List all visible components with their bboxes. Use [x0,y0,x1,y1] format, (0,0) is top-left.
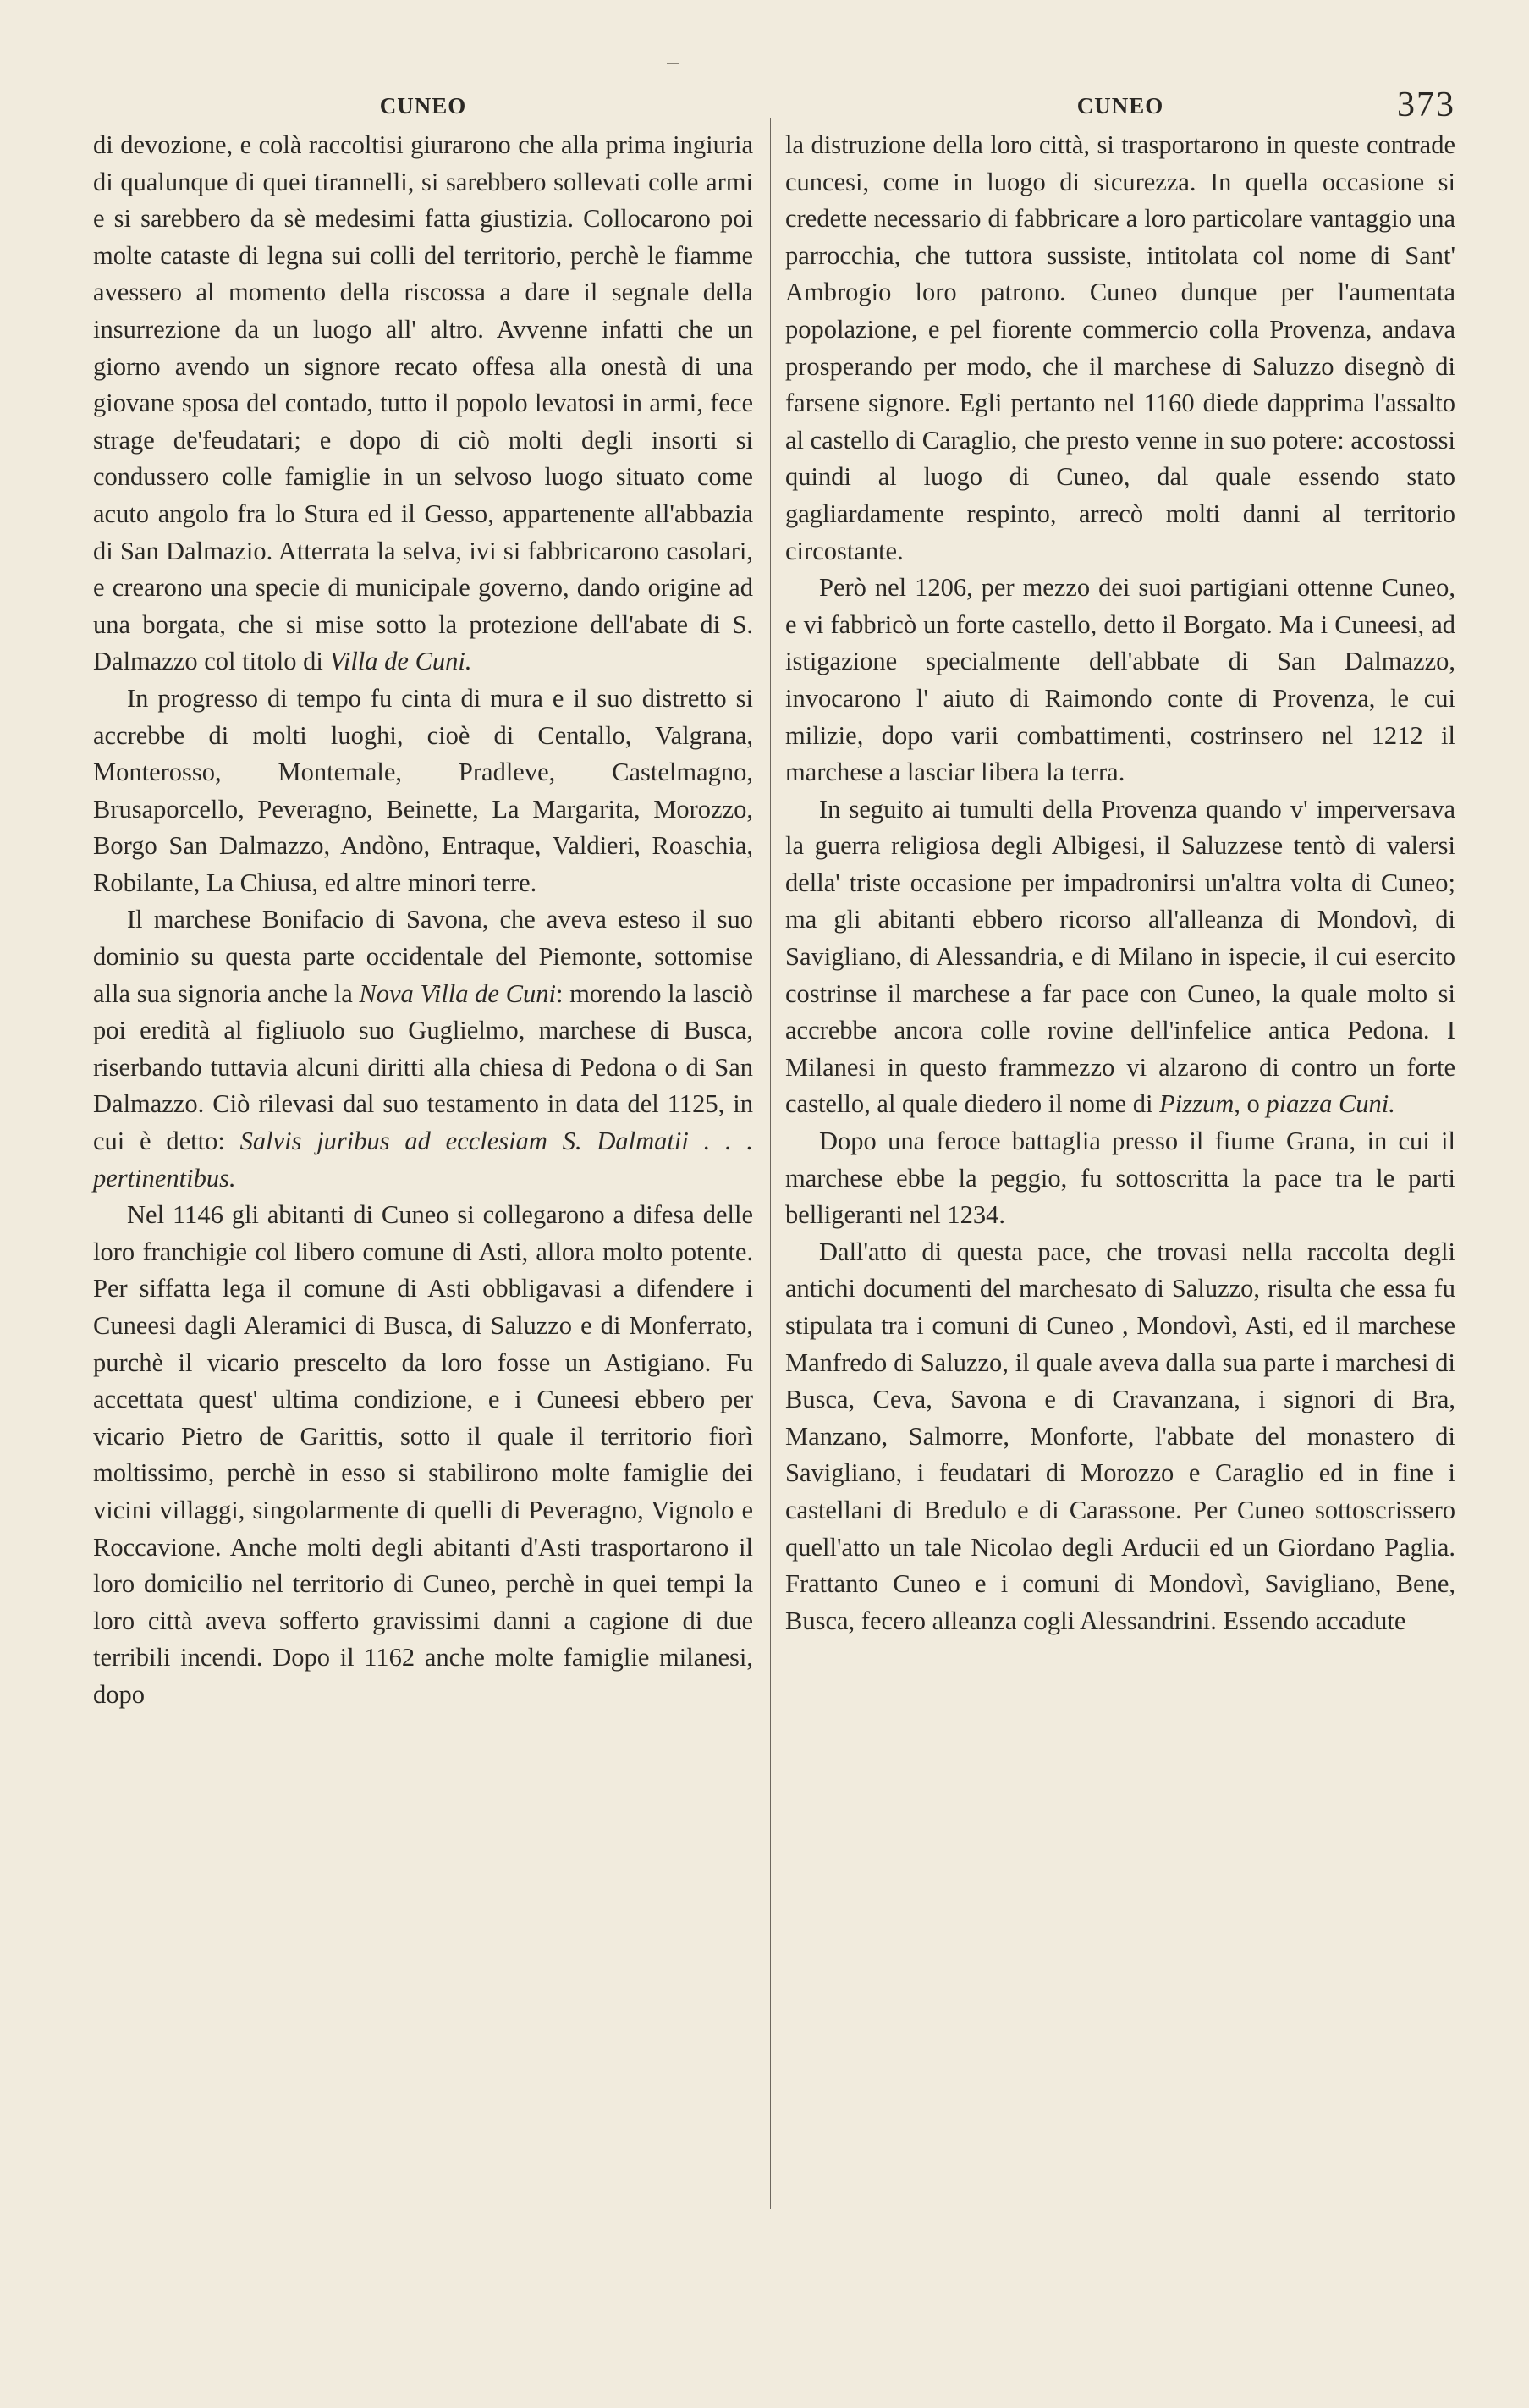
text-run: Dall'atto di questa pace, che trovasi nella raccolta degli antichi documenti del marchesato di Saluzzo, risulta che essa fu stipulata tra i comuni di Cuneo , Mondovì, Asti, ed il marchese Manfredo di Saluzzo, il quale aveva dalla sua parte i marchesi di Busca, Ceva, Savona e di Cravanzana, i signori di Bra, Manzano, Salmorre, Monforte, l'abbate del monastero di Savigliano, i feudatari di Morozzo e Caraglio ed in fine i castellani di Bredulo e di Carassone. Per Cuneo sottoscrissero quell'atto un tale Nicolao degli Arducii ed un Giordano Paglia. Frattanto Cuneo e i comuni di Mondovì, Savigliano, Bene, Busca, fecero alleanza cogli Alessandrini. Essendo accadute [785,1237,1455,1635]
paragraph [93,901,753,1197]
paragraph [785,1234,1455,1640]
column-divider [770,118,771,2209]
paragraph [93,681,753,902]
italic-text: Nova Villa de Cuni [359,978,556,1008]
italic-text: Salvis juribus ad ecclesiam S. Dalmatii . . . pertinentibus. [93,1127,753,1193]
text-run: di devozione, e colà raccoltisi giurarono che alla prima ingiuria di qualunque di quei tirannelli, si sarebbero sollevati colle armi e si sarebbero da sè medesimi fatta giustizia. Collocarono poi molte cataste di legna sui colli del territorio, perchè le fiamme avessero al momento della riscossa a dare il segnale della insurrezione da un luogo all' altro. Avvenne infatti che un giorno avendo un signore recato offesa alla onestà di una giovane sposa del contado, tutto il popolo levatosi in armi, fece strage de'feudatari; e dopo di ciò molti degli insorti si condussero colle famiglie in un selvoso luogo situato come acuto angolo fra lo Stura ed il Gesso, appartenente all'abbazia di San Dalmazio. Atterrata la selva, ivi si fabbricarono casolari, e crearono una specie di municipale governo, dando origine ad una borgata, che si mise sotto la protezione dell'abate di S. Dalmazzo col titolo di [93,130,753,676]
right-column [785,85,1455,1639]
paragraph [785,791,1455,1123]
text-run: In seguito ai tumulti della Provenza quando v' imperversava la guerra religiosa degli Albigesi, il Saluzzese tentò di valersi della' triste occasione per impadronirsi un'altra volta di Cuneo; ma gli abitanti ebbero ricorso all'alleanza di Mondovì, di Savigliano, di Alessandria, e di Milano in ispecie, il cui esercito costrinse il marchese a far pace con Cuneo, la quale molto si accrebbe ancora colle rovine dell'infelice antica Pedona. I Milanesi in questo frammezzo vi alzarono di contro un forte castello, al quale diedero il nome di [785,794,1455,1119]
paragraph [785,1123,1455,1234]
italic-text: Villa de Cuni. [329,647,472,676]
text-run: , o [1234,1089,1267,1119]
text-run: la distruzione della loro città, si trasportarono in queste contrade cuncesi, come in luogo di sicurezza. In quella occasione si credette necessario di fabbricare a loro particolare vantaggio una parrocchia, che tuttora sussiste, intitolata col nome di Sant' Ambrogio loro patrono. Cuneo dunque per l'aumentata popolazione, e pel fiorente commercio colla Provenza, andava prosperando per modo, che il marchese di Saluzzo disegnò di farsene signore. Egli pertanto nel 1160 diede dapprima l'assalto al castello di Caraglio, che presto venne in suo potere: accostossi quindi al luogo di Cuneo, dal quale essendo stato gagliardamente respinto, arrecò molti danni al territorio circostante. [785,130,1455,565]
paragraph [93,127,753,681]
paragraph [785,570,1455,791]
text-run: Il marchese Bonifacio di Savona, che aveva esteso il suo dominio su questa parte occidentale del Piemonte, sottomise alla sua signoria anche la [93,905,753,1008]
italic-text: piazza Cuni. [1266,1089,1395,1119]
left-running-header [93,85,753,127]
right-running-header [785,85,1455,127]
text-run: Però nel 1206, per mezzo dei suoi partigiani ottenne Cuneo, e vi fabbricò un forte castello, detto il Borgato. Ma i Cuneesi, ad istigazione specialmente dell'abbate di San Dalmazzo, invocarono l' aiuto di Raimondo conte di Provenza, le cui milizie, dopo varii combattimenti, costrinsero nel 1212 il marchese a lasciar libera la terra. [785,573,1455,787]
text-run: Nel 1146 gli abitanti di Cuneo si collegarono a difesa delle loro franchigie col libero comune di Asti, allora molto potente. Per siffatta lega il comune di Asti obbligavasi a difendere i Cuneesi dagli Aleramici di Busca, di Saluzzo e di Monferrato, purchè il vicario prescelto da loro fosse un Astigiano. Fu accettata quest' ultima condizione, e i Cuneesi ebbero per vicario Pietro de Garittis, sotto il quale il territorio fiorì moltissimo, perchè in esso si stabilirono molte famiglie dei vicini villaggi, singolarmente di quelli di Peveragno, Vignolo e Roccavione. Anche molti degli abitanti d'Asti trasportarono il loro domicilio nel territorio di Cuneo, perchè in quei tempi la loro città aveva sofferto gravissimi danni a cagione di due terribili incendi. Dopo il 1162 anche molte famiglie milanesi, dopo [93,1200,753,1709]
running-header-title: CUNEO [1076,93,1164,118]
right-column-text [785,127,1455,1639]
paragraph [785,127,1455,570]
page-number: 373 [1397,85,1455,124]
text-run: In progresso di tempo fu cinta di mura e il suo distretto si accrebbe di molti luoghi, cioè di Centallo, Valgrana, Monterosso, Montemale, Pradleve, Castelmagno, Brusaporcello, Peveragno, Beinette, La Margarita, Morozzo, Borgo San Dalmazzo, Andòno, Entraque, Valdieri, Roaschia, Robilante, La Chiusa, ed altre minori terre. [93,683,753,897]
paragraph [93,1197,753,1713]
text-run: : morendo la lasciò poi eredità al figliuolo suo Guglielmo, marchese di Busca, riserbando tuttavia alcuni diritti alla chiesa di Pedona o di San Dalmazzo. Ciò rilevasi dal suo testamento in data del 1125, in cui è detto: [93,978,753,1156]
left-column [93,85,753,1714]
running-header-title: CUNEO [379,93,467,118]
left-column-text [93,127,753,1714]
italic-text: Pizzum [1159,1089,1235,1119]
text-run: Dopo una feroce battaglia presso il fiume Grana, in cui il marchese ebbe la peggio, fu sottoscritta la pace tra le parti belligeranti nel 1234. [785,1127,1455,1230]
page-mark [667,63,679,64]
